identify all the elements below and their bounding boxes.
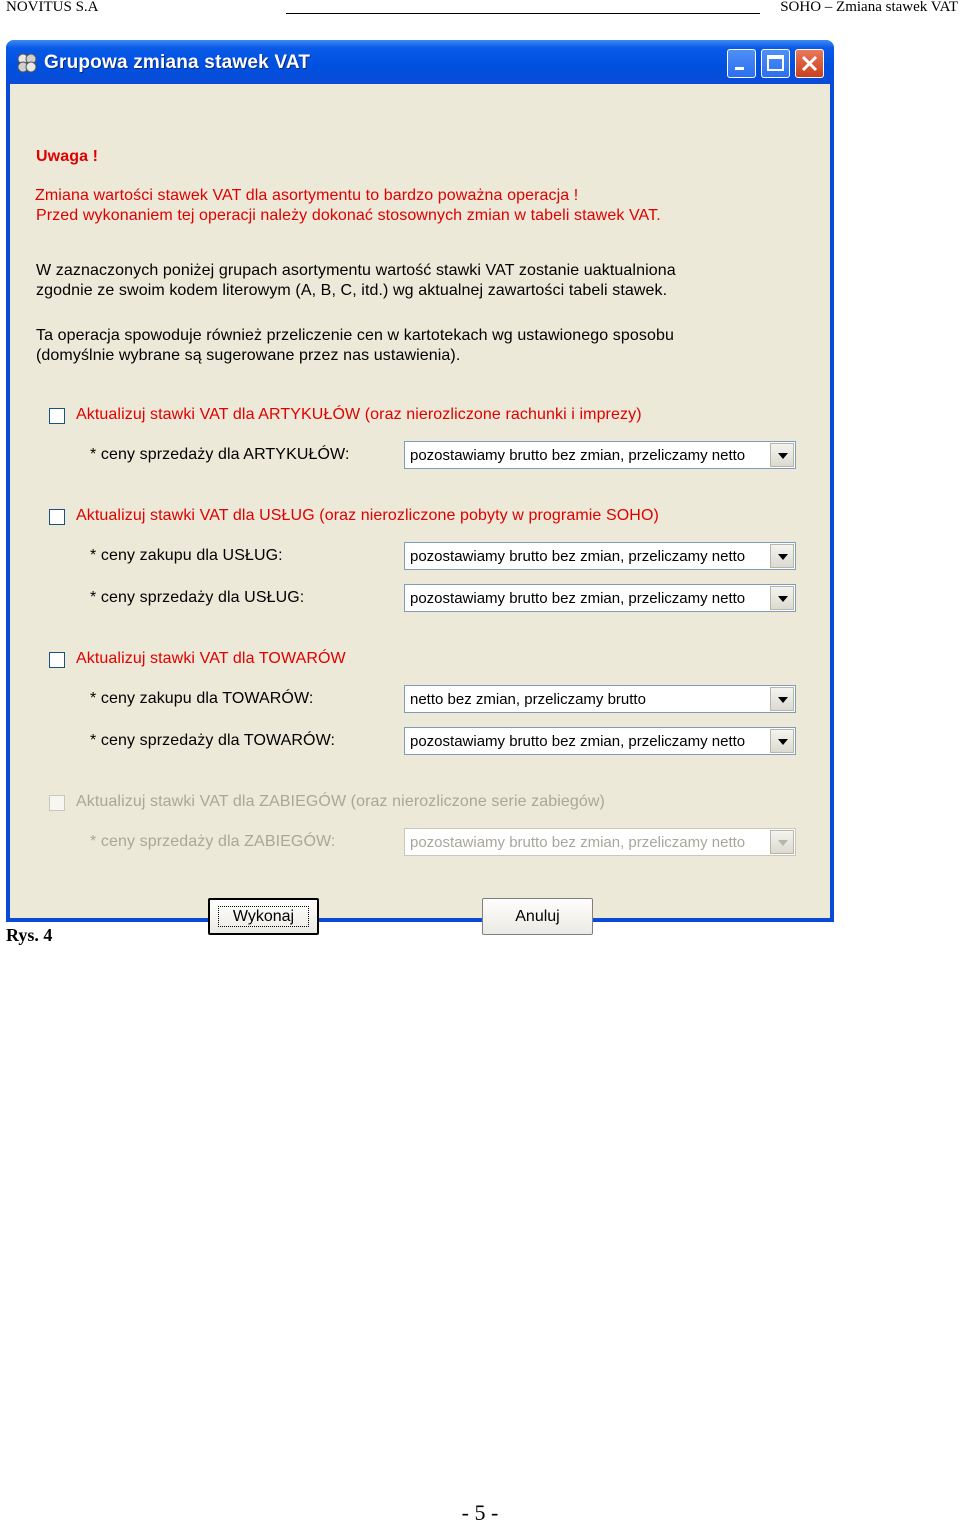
towary-sale-price-label: * ceny sprzedaży dla TOWARÓW: <box>90 732 336 749</box>
towary-sale-price-value: pozostawiamy brutto bez zmian, przeliczamy netto <box>410 733 746 750</box>
artykuly-checkbox[interactable] <box>49 408 65 424</box>
execute-button[interactable] <box>208 898 319 935</box>
uslugi-purchase-price-value: pozostawiamy brutto bez zmian, przeliczamy netto <box>410 548 746 565</box>
uslugi-purchase-price-select[interactable] <box>404 542 796 570</box>
chevron-down-icon[interactable] <box>770 544 794 568</box>
chevron-down-icon[interactable] <box>770 443 794 467</box>
zabiegi-sale-price-value: pozostawiamy brutto bez zmian, przeliczamy netto <box>410 834 746 851</box>
chevron-down-icon <box>770 830 794 854</box>
close-icon <box>796 50 823 77</box>
towary-purchase-price-value: netto bez zmian, przeliczamy brutto <box>410 691 646 708</box>
window-title: Grupowa zmiana stawek VAT <box>44 52 311 73</box>
warning-line-2: Przed wykonaniem tej operacji należy dokonać stosownych zmian w tabeli stawek VAT. <box>36 207 661 224</box>
warning-line-1: Zmiana wartości stawek VAT dla asortymentu to bardzo poważna operacja ! <box>35 187 579 204</box>
minimize-icon <box>728 50 755 77</box>
info-paragraph-1-line-1: W zaznaczonych poniżej grupach asortymentu wartość stawki VAT zostanie uaktualniona <box>36 262 676 279</box>
info-paragraph-2-line-2: (domyślnie wybrane są sugerowane przez nas ustawienia). <box>36 347 461 364</box>
artykuly-checkbox-label[interactable]: Aktualizuj stawki VAT dla ARTYKUŁÓW (oraz nierozliczone rachunki i imprezy) <box>76 406 642 423</box>
maximize-icon <box>762 50 789 77</box>
zabiegi-sale-price-select <box>404 828 796 856</box>
towary-purchase-price-select[interactable] <box>404 685 796 713</box>
warning-heading: Uwaga ! <box>36 148 99 165</box>
towary-checkbox[interactable] <box>49 652 65 668</box>
zabiegi-sale-price-label: * ceny sprzedaży dla ZABIEGÓW: <box>90 833 336 850</box>
uslugi-purchase-price-label: * ceny zakupu dla USŁUG: <box>90 547 283 564</box>
minimize-button[interactable] <box>727 49 756 78</box>
zabiegi-checkbox <box>49 795 65 811</box>
artykuly-sale-price-value: pozostawiamy brutto bez zmian, przeliczamy netto <box>410 447 746 464</box>
execute-button-label: Wykonaj <box>219 907 308 926</box>
towary-sale-price-select[interactable] <box>404 727 796 755</box>
dialog-window <box>6 40 834 925</box>
uslugi-checkbox-label[interactable]: Aktualizuj stawki VAT dla USŁUG (oraz nierozliczone pobyty w programie SOHO) <box>76 507 659 524</box>
uslugi-checkbox[interactable] <box>49 509 65 525</box>
dialog-client-area <box>10 84 830 925</box>
figure-caption: Rys. 4 <box>6 925 53 945</box>
artykuly-sale-price-select[interactable] <box>404 441 796 469</box>
towary-purchase-price-label: * ceny zakupu dla TOWARÓW: <box>90 690 314 707</box>
page-number: - 5 - <box>461 1500 499 1525</box>
header-company: NOVITUS S.A <box>6 0 99 15</box>
artykuly-sale-price-label: * ceny sprzedaży dla ARTYKUŁÓW: <box>90 446 350 463</box>
chevron-down-icon[interactable] <box>770 687 794 711</box>
zabiegi-checkbox-label: Aktualizuj stawki VAT dla ZABIEGÓW (oraz nierozliczone serie zabiegów) <box>76 793 605 810</box>
cancel-button[interactable]: Anuluj <box>482 898 593 935</box>
towary-checkbox-label[interactable]: Aktualizuj stawki VAT dla TOWARÓW <box>76 650 346 667</box>
info-paragraph-2-line-1: Ta operacja spowoduje również przeliczenie cen w kartotekach wg ustawionego sposobu <box>36 327 674 344</box>
close-button[interactable] <box>795 49 824 78</box>
header-rule <box>286 13 760 14</box>
title-bar[interactable] <box>6 40 834 84</box>
page-header <box>0 0 960 16</box>
uslugi-sale-price-label: * ceny sprzedaży dla USŁUG: <box>90 589 305 606</box>
maximize-button[interactable] <box>761 49 790 78</box>
info-paragraph-1-line-2: zgodnie ze swoim kodem literowym (A, B, C, itd.) wg aktualnej zawartości tabeli stawek. <box>36 282 668 299</box>
header-document-title: SOHO – Zmiana stawek VAT <box>780 0 958 15</box>
chevron-down-icon[interactable] <box>770 586 794 610</box>
uslugi-sale-price-select[interactable] <box>404 584 796 612</box>
uslugi-sale-price-value: pozostawiamy brutto bez zmian, przeliczamy netto <box>410 590 746 607</box>
app-icon <box>16 52 38 74</box>
chevron-down-icon[interactable] <box>770 729 794 753</box>
